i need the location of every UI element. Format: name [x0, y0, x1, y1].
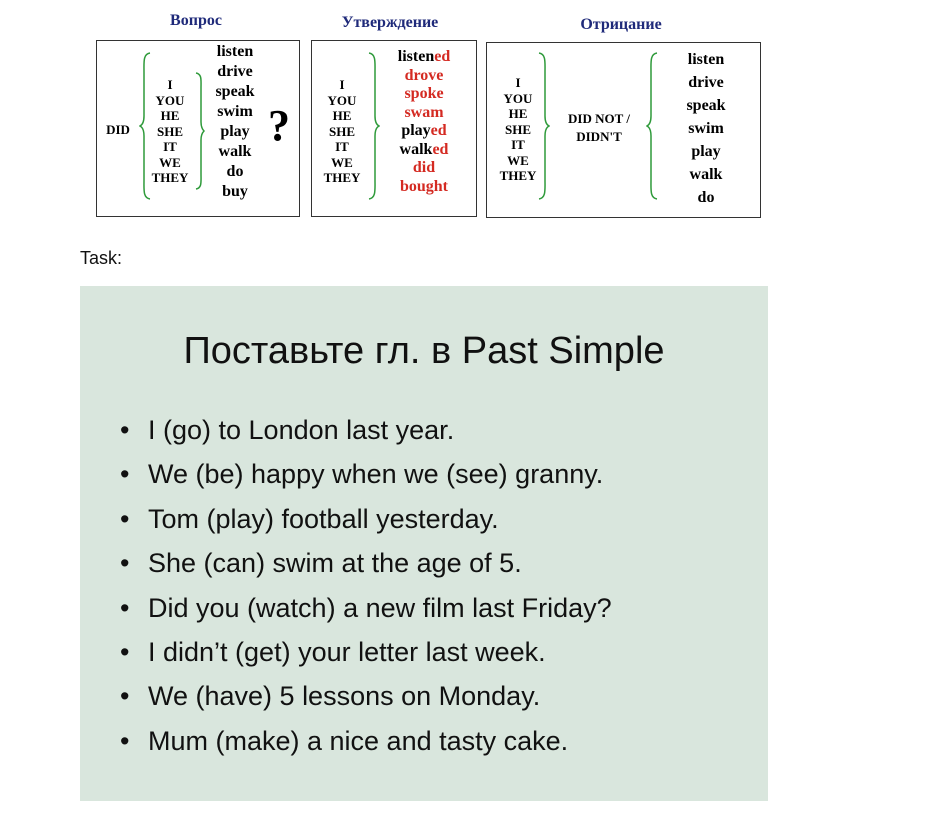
question-aux: DID: [106, 122, 130, 137]
negative-verbs: listen drive speak swim play walk do: [686, 51, 726, 206]
bullet-icon: •: [120, 681, 130, 712]
bullet-icon: •: [120, 459, 130, 490]
list-item: • I didn’t (get) your letter last week.: [120, 630, 612, 674]
list-item: • She (can) swim at the age of 5.: [120, 541, 612, 585]
question-heading: Вопрос: [170, 12, 222, 29]
negative-heading: Отрицание: [580, 16, 662, 33]
question-mark: ?: [268, 101, 290, 150]
slide-title: Поставьте гл. в Past Simple: [183, 330, 665, 372]
task-label: Task:: [80, 248, 123, 268]
bullet-icon: •: [120, 636, 130, 667]
question-pronouns: I YOU HE SHE IT WE THEY: [151, 77, 189, 185]
question-verbs: listen drive speak swim play walk do buy: [215, 43, 255, 200]
affirmative-heading: Утверждение: [341, 14, 439, 31]
bullet-icon: •: [120, 548, 130, 579]
exercise-list: [120, 408, 612, 763]
affirmative-right-brace: [368, 52, 380, 200]
negative-left-brace: [646, 52, 658, 200]
list-item: • We (be) happy when we (see) granny.: [120, 452, 612, 496]
negative-aux: DID NOT / DIDN'T: [568, 111, 630, 144]
affirmative-pronouns: I YOU HE SHE IT WE THEY: [323, 77, 361, 185]
list-item: • I (go) to London last year.: [120, 408, 612, 452]
negative-pronouns: I YOU HE SHE IT WE THEY: [499, 75, 537, 183]
list-item: • Did you (watch) a new film last Friday?: [120, 586, 612, 630]
question-right-brace: [195, 72, 205, 190]
bullet-icon: •: [120, 592, 130, 623]
bullet-icon: •: [120, 415, 130, 445]
list-item: • We (have) 5 lessons on Monday.: [120, 674, 612, 718]
bullet-icon: •: [120, 503, 130, 534]
bullet-icon: •: [120, 725, 130, 756]
negative-right-brace: [538, 52, 550, 200]
list-item: • Mum (make) a nice and tasty cake.: [120, 719, 612, 763]
list-item: • Tom (play) football yesterday.: [120, 497, 612, 541]
affirmative-verbs: listened drove spoke swam played walked did bought: [397, 48, 451, 195]
